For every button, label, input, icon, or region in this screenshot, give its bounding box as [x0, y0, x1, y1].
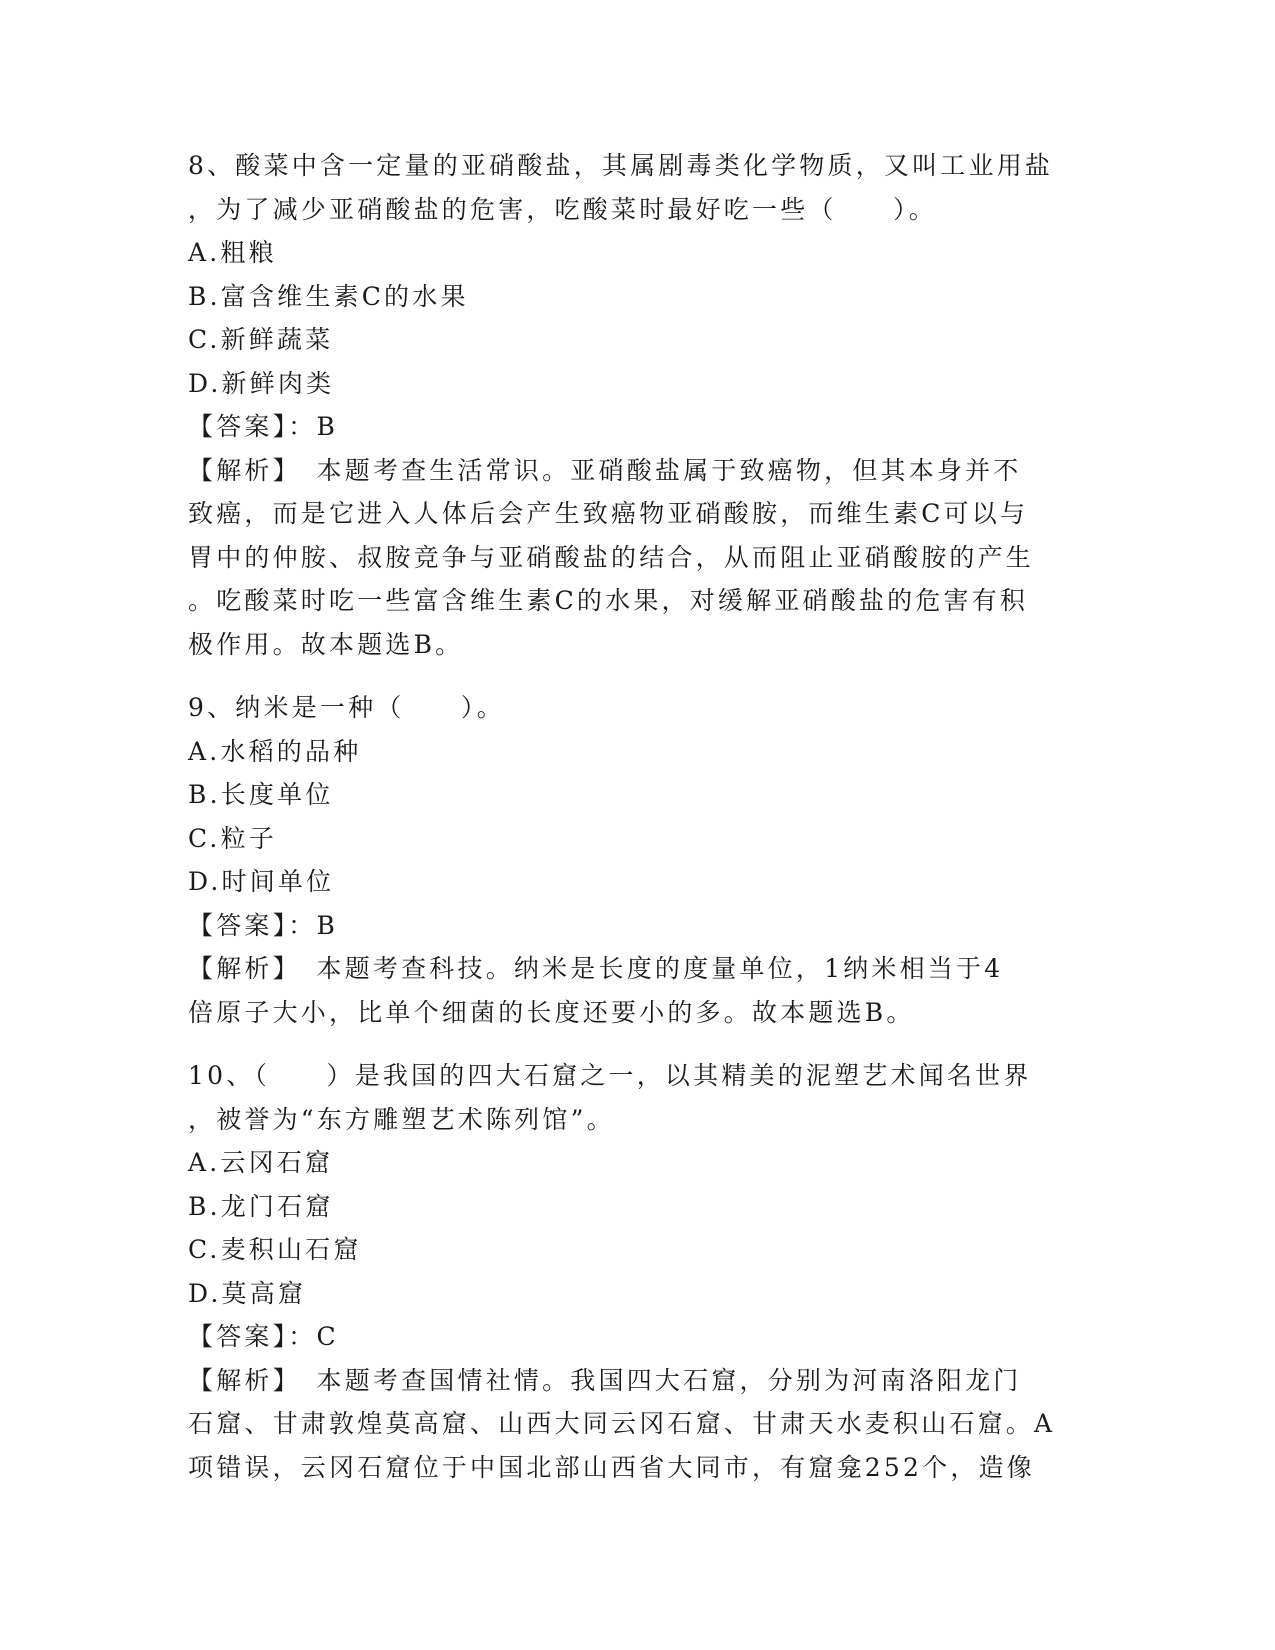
option-c: C.麦积山石窟	[188, 1235, 362, 1264]
option-d: D.新鲜肉类	[188, 368, 335, 398]
question-stem-line: 10、（ ）是我国的四大石窟之一，以其精美的泥塑艺术闻名世界	[188, 1061, 1032, 1090]
analysis-line: 致癌，而是它进入人体后会产生致癌物亚硝酸胺，而维生素C可以与	[188, 499, 1029, 528]
question-stem-line: ，为了减少亚硝酸盐的危害，吃酸菜时最好吃一些（ ）。	[188, 194, 937, 224]
question-spacer	[188, 666, 1088, 686]
answer-line: 【答案】：B	[188, 412, 339, 441]
analysis-line: 胃中的仲胺、叔胺竞争与亚硝酸盐的结合，从而阻止亚硝酸胺的产生	[188, 542, 1035, 572]
analysis-line: 项错误，云冈石窟位于中国北部山西省大同市，有窟龛252个，造像	[188, 1452, 1035, 1482]
question-10	[188, 1054, 1088, 1489]
option-a: A.粗粮	[188, 238, 277, 267]
option-b: B.龙门石窟	[188, 1191, 334, 1221]
analysis-line: 极作用。故本题选B。	[188, 629, 464, 659]
answer-line: 【答案】：C	[188, 1322, 339, 1351]
option-d: D.时间单位	[188, 867, 335, 896]
option-a: A.云冈石窟	[188, 1148, 334, 1177]
document-page	[188, 144, 1088, 1489]
question-stem-line: 9、纳米是一种（ ）。	[188, 693, 505, 722]
answer-line: 【答案】：B	[188, 910, 339, 940]
analysis-line: 【解析】 本题考查科技。纳米是长度的度量单位，1纳米相当于4	[188, 954, 1004, 983]
option-a: A.水稻的品种	[188, 736, 362, 766]
option-d: D.莫高窟	[188, 1278, 307, 1308]
analysis-line: 石窟、甘肃敦煌莫高窟、山西大同云冈石窟、甘肃天水麦积山石窟。A	[188, 1409, 1056, 1438]
question-stem-line: 8、酸菜中含一定量的亚硝酸盐，其属剧毒类化学物质，又叫工业用盐	[188, 151, 1054, 180]
option-b: B.富含维生素C的水果	[188, 281, 469, 311]
analysis-line: 【解析】 本题考查生活常识。亚硝酸盐属于致癌物，但其本身并不	[188, 455, 1022, 485]
analysis-line: 【解析】 本题考查国情社情。我国四大石窟，分别为河南洛阳龙门	[188, 1365, 1022, 1395]
analysis-line: 倍原子大小，比单个细菌的长度还要小的多。故本题选B。	[188, 997, 915, 1027]
question-9	[188, 686, 1088, 1034]
question-spacer	[188, 1034, 1088, 1054]
analysis-line: 。吃酸菜时吃一些富含维生素C的水果，对缓解亚硝酸盐的危害有积	[188, 586, 1029, 615]
option-c: C.新鲜蔬菜	[188, 325, 334, 354]
question-8	[188, 144, 1088, 666]
option-b: B.长度单位	[188, 780, 334, 809]
question-stem-line: ，被誉为“东方雕塑艺术陈列馆”。	[188, 1104, 615, 1134]
option-c: C.粒子	[188, 823, 277, 853]
